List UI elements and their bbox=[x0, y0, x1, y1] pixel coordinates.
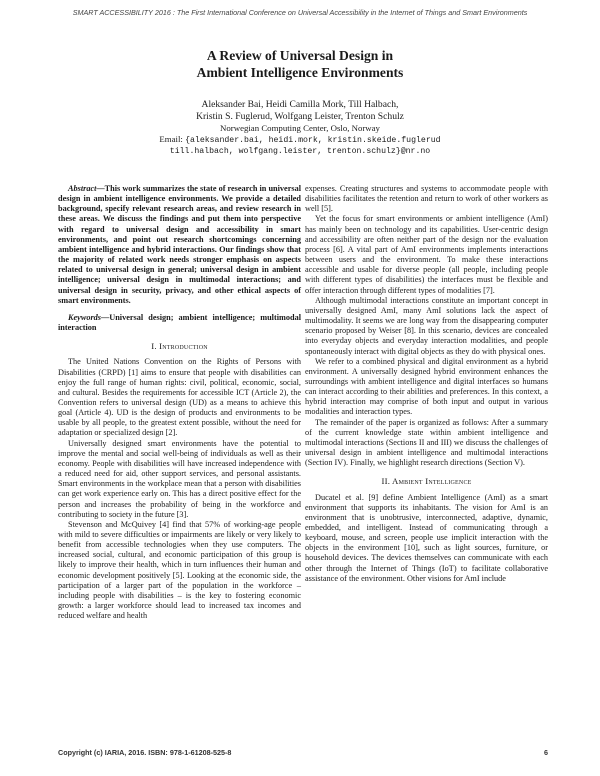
keywords-label: Keywords bbox=[68, 312, 101, 322]
right-paragraph-5: The remainder of the paper is organized as follows: After a summary of the current knowledge state within ambient intelligence and multimodal interactions (Sections II and III) we discuss the challenges of universal design in ambient intelligence and multimodal interactions (Section IV). Finally, we highlight research directions (Section V). bbox=[305, 417, 548, 468]
section-heading-introduction: I. Introduction bbox=[151, 341, 208, 352]
ami-paragraph-1: Ducatel et al. [9] define Ambient Intelligence (AmI) as a smart environment that supports its inhabitants. The vision for AmI is an environment that is unobtrusive, interconnected, adaptive, dynamic, embedded, and intelligent. Instead of communicating through a keyboard, mouse, and screen, people use implicit interaction with the objects in the environment [10], such as light sources, furniture, or household devices. The devices themselves can communicate with each other through the Internet of Things (IoT) to facilitate collaborative assistance of the environment. Other visions for AmI include bbox=[305, 492, 548, 583]
right-paragraph-2: Yet the focus for smart environments or ambient intelligence (AmI) has mainly been on technology and its capabilities. User-centric design and accessibility are often neither part of the design nor the evaluation process [6]. A vital part of AmI environments implements interactions between users and the environment. To make these interactions accessible and usable for diverse people (all people, including people with different types of disabilities) the interfaces must be flexible and offer interaction through different types of modalities [7]. bbox=[305, 214, 548, 295]
title-line-2: Ambient Intelligence Environments bbox=[196, 64, 404, 80]
right-column bbox=[305, 184, 548, 584]
email-line-1 bbox=[40, 134, 560, 146]
paper-title bbox=[40, 48, 560, 81]
keywords bbox=[58, 313, 301, 333]
email-addresses-1: {aleksander.bai, heidi.mork, kristin.skeide.fuglerud bbox=[185, 136, 441, 145]
abstract-text: —This work summarizes the state of research in universal design in ambient intelligence environments. We provide a detailed background, specify relevant research areas, and review research in these areas. We discuss the findings and put them into perspective with regard to universal design and accessibility in smart environments, and point out research shortcomings concerning ambient intelligence and hybrid interactions. Our findings show that the majority of related work needs stronger emphasis on aspects related to universal design in general; universal design in ambient intelligence; universal design in multimodal interactions; and universal design in security, privacy, and other ethical aspects of smart environments. bbox=[58, 184, 301, 305]
keywords-text: —Universal design; ambient intelligence; multimodal interaction bbox=[58, 312, 301, 333]
running-header: SMART ACCESSIBILITY 2016 : The First International Conference on Universal Accessibility in the Internet of Things and Smart Environments bbox=[72, 8, 528, 17]
intro-paragraph-3: Stevenson and McQuivey [4] find that 57% of working-age people with mild to severe difficulties or impairments are likely or very likely to benefit from accessible technologies when they use computers. The increased social, cultural, and economic participation of this group is likely to improve their health, which in turn influences their human and economic development positively [5]. Looking at the economic side, the participation of a larger part of the population in the workforce – including people with disabilities – is the key to fostering economic growth: a larger workforce should lead to increased tax incomes and reduced welfare and health bbox=[58, 519, 301, 621]
abstract-label: Abstract bbox=[68, 184, 97, 193]
right-paragraph-3: Although multimodal interactions constitute an important concept in universally designed AmI, many AmI solutions lack the aspect of multimodality. It seems we are long way from the disappearing computer scenario proposed by Weiser [8]. In this scenario, devices are concealed into everyday objects and everyday interaction modalities, and people spontaneously interact with digital objects as they do with physical ones. bbox=[305, 295, 548, 356]
section-heading-ambient-intelligence: II. Ambient Intelligence bbox=[381, 476, 472, 487]
email-addresses-2: till.halbach, wolfgang.leister, trenton.schulz}@nr.no bbox=[169, 147, 431, 156]
author-block bbox=[40, 99, 560, 157]
abstract bbox=[58, 184, 301, 306]
right-paragraph-4: We refer to a combined physical and digital environment as a hybrid environment. A universally designed hybrid environment enhances the surroundings with ambient intelligence and digital interfaces so humans can interact according to their abilities and preferences. In this context, a hybrid interaction may comprise of both input and output in various modalities and interaction types. bbox=[305, 356, 548, 417]
title-line-1: A Review of Universal Design in bbox=[206, 48, 394, 63]
copyright-notice: Copyright (c) IARIA, 2016. ISBN: 978-1-61208-525-8 bbox=[58, 748, 232, 757]
affiliation: Norwegian Computing Center, Oslo, Norway bbox=[220, 123, 380, 133]
authors-line-1: Aleksander Bai, Heidi Camilla Mork, Till Halbach, bbox=[201, 99, 399, 110]
intro-paragraph-1: The United Nations Convention on the Rights of Persons with Disabilities (CRPD) [1] aims to ensure that people with disabilities can enjoy the full range of human rights: civil, political, economic, social, and cultural. Besides the requirements for accessible ICT (Article 2), the Convention refers to universal design (UD) as a means to achieve this goal (Article 4). UD is the design of products and environments to be usable by all people, to the greatest extent possible, without the need for adaptation or specialized design [2]. bbox=[58, 357, 301, 438]
page-number: 6 bbox=[544, 748, 548, 757]
intro-paragraph-2: Universally designed smart environments have the potential to improve the mental and social well-being of individuals as well as their economy. People with disabilities will have increased independence with a reduced need for aid, other support services, and personal assistants. Smart environments in the workplace mean that a person with disabilities can get work experience early on. This has a direct positive effect for the person and increases the probability of being in the workforce and contributing to society in the future [3]. bbox=[58, 438, 301, 519]
right-paragraph-1: expenses. Creating structures and systems to accommodate people with disabilities facilitates the retention and return to work of other workers as well [5]. bbox=[305, 184, 548, 214]
email-label: Email: bbox=[159, 134, 186, 144]
authors-line-2: Kristin S. Fuglerud, Wolfgang Leister, Trenton Schulz bbox=[196, 111, 404, 122]
left-column bbox=[58, 184, 301, 621]
